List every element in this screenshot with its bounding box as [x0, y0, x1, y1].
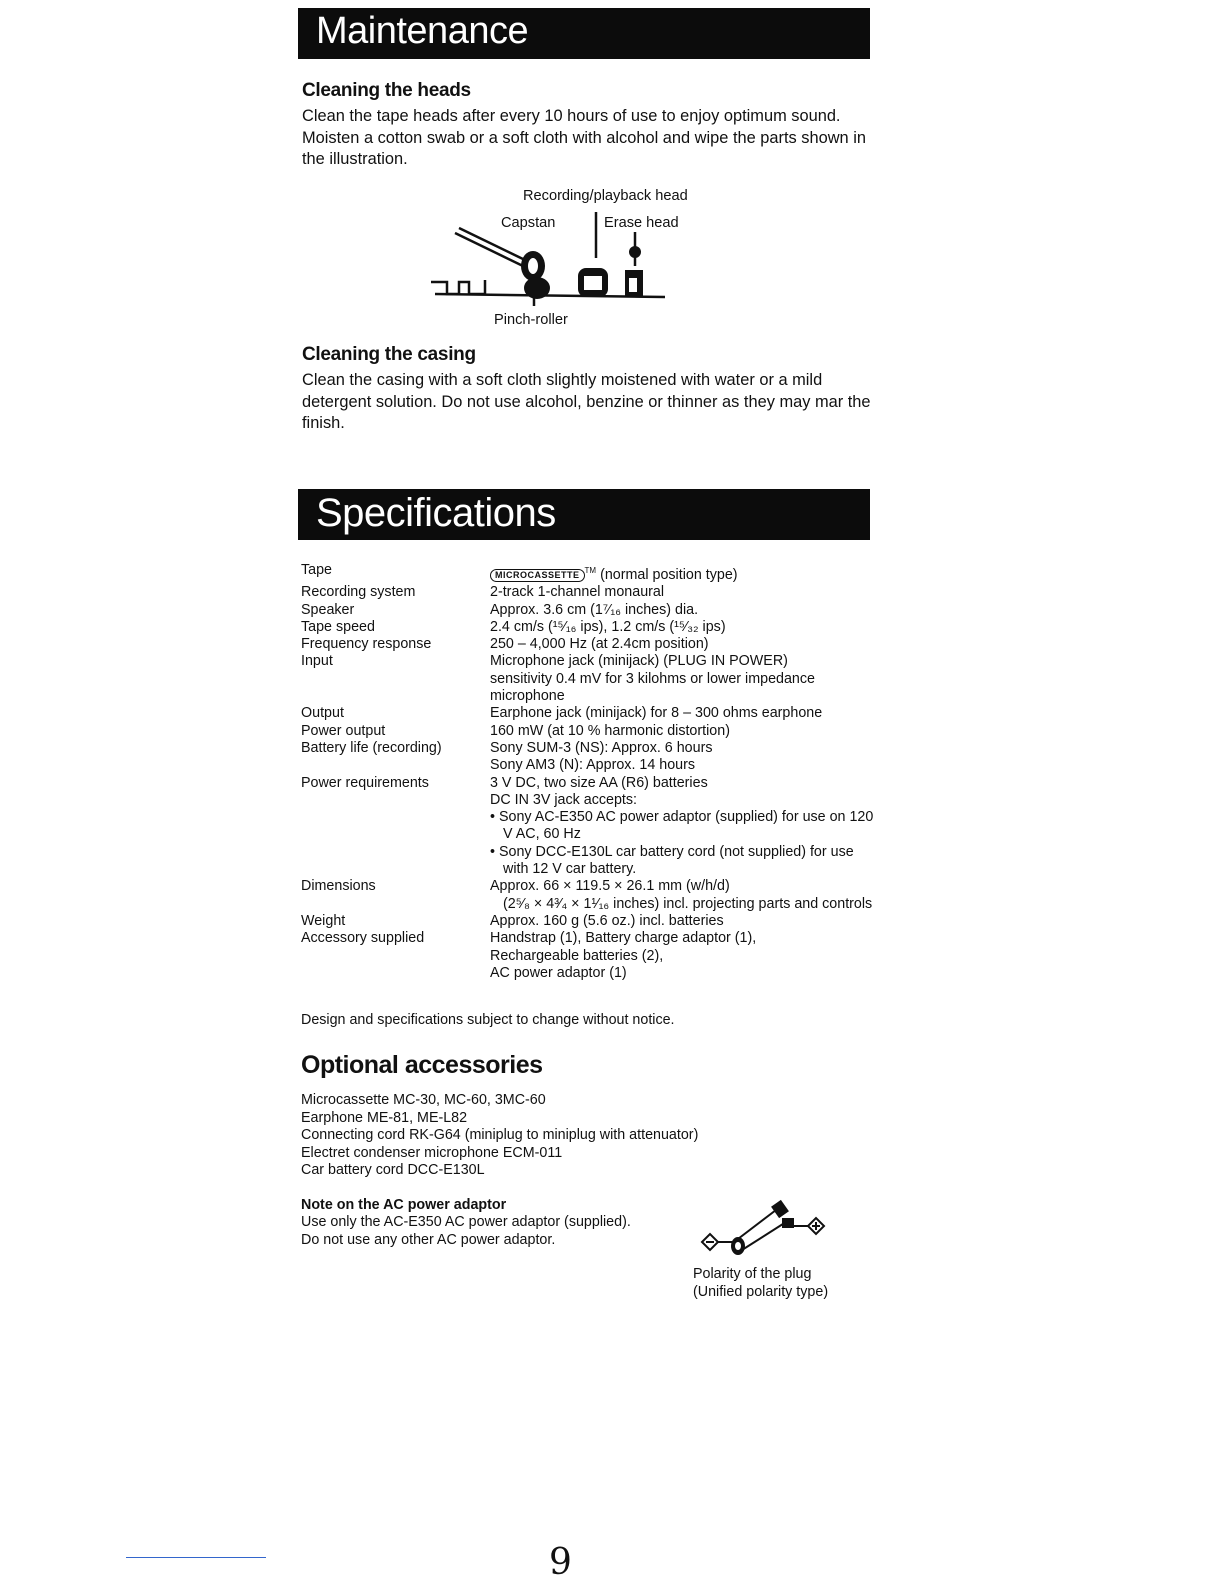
spec-value: Handstrap (1), Battery charge adaptor (1), Rechargeable batteries (2), AC power adaptor (1)	[490, 930, 757, 981]
label-rec-head: Recording/playback head	[523, 188, 688, 204]
spec-value: Earphone jack (minijack) for 8 – 300 ohms earphone	[490, 705, 823, 722]
spec-row-tape-speed	[301, 619, 876, 636]
footer-rule	[126, 1557, 266, 1558]
list-item: Connecting cord RK-G64 (miniplug to miniplug with attenuator)	[301, 1127, 699, 1143]
spec-label: Power output	[301, 722, 386, 739]
spec-value: Approx. 160 g (5.6 oz.) incl. batteries	[490, 912, 724, 929]
spec-label: Accessory supplied	[301, 930, 425, 947]
spec-label: Output	[301, 705, 344, 722]
bullet-item: • Sony DCC-E130L car battery cord (not supplied) for use with 12 V car battery.	[490, 844, 876, 879]
list-item: Microcassette MC-30, MC-60, 3MC-60	[301, 1092, 546, 1108]
spec-label: Speaker	[301, 601, 355, 618]
tape-head-illustration	[425, 208, 675, 308]
label-erase-head: Erase head	[604, 215, 679, 231]
cleaning-casing-text: Clean the casing with a soft cloth slightly moistened with water or a mild detergent solution. Do not use alcohol, benzine or thinner as they may mar the finish.	[302, 371, 871, 433]
label-capstan: Capstan	[501, 215, 556, 231]
spec-label: Dimensions	[301, 878, 376, 895]
spec-value: Approx. 3.6 cm (1⁷⁄₁₆ inches) dia.	[490, 601, 699, 618]
polarity-caption: Polarity of the plug (Unified polarity type)	[693, 1266, 829, 1300]
microcassette-logo: MICROCASSETTE	[490, 569, 585, 582]
specifications-banner	[298, 489, 870, 540]
spec-value: 160 mW (at 10 % harmonic distortion)	[490, 722, 730, 739]
spec-row-tape	[301, 562, 876, 584]
maintenance-banner	[298, 8, 870, 59]
cleaning-casing-heading: Cleaning the casing	[302, 344, 476, 365]
spec-value: Sony SUM-3 (NS): Approx. 6 hours Sony AM3 (N): Approx. 14 hours	[490, 739, 713, 774]
spec-value: 2.4 cm/s (¹⁵⁄₁₆ ips), 1.2 cm/s (¹⁵⁄₃₂ ips)	[490, 618, 726, 635]
spec-notice: Design and specifications subject to change without notice.	[301, 1012, 675, 1028]
list-item: Electret condenser microphone ECM-011	[301, 1144, 563, 1161]
spec-label: Frequency response	[301, 636, 432, 653]
list-item: Earphone ME-81, ME-L82	[301, 1109, 468, 1126]
trademark-symbol: TM	[584, 566, 597, 575]
optional-accessories-title: Optional accessories	[301, 1051, 543, 1079]
page-number: 9	[549, 1542, 572, 1583]
spec-value: Approx. 66 × 119.5 × 26.1 mm (w/h/d) (2⁵⁄₈ × 4³⁄₄ × 1¹⁄₁₆ inches) incl. projecting parts and controls	[490, 878, 873, 912]
spec-label: Tape	[301, 562, 333, 578]
cleaning-heads-text: Clean the tape heads after every 10 hours of use to enjoy optimum sound. Moisten a cotton swab or a soft cloth with alcohol and wipe the parts shown in the illustration.	[302, 107, 866, 169]
label-pinch-roller: Pinch-roller	[494, 312, 568, 328]
spec-row-output	[301, 705, 876, 722]
spec-label: Battery life (recording)	[301, 739, 442, 756]
note-text: Use only the AC-E350 AC power adaptor (supplied). Do not use any other AC power adaptor.	[301, 1214, 631, 1248]
list-item: Car battery cord DCC-E130L	[301, 1162, 485, 1178]
spec-value: MICROCASSETTE ™ (normal position type)	[490, 562, 876, 584]
spec-row-speaker	[301, 602, 876, 619]
spec-value: 250 – 4,000 Hz (at 2.4cm position)	[490, 636, 709, 653]
spec-value: 3 V DC, two size AA (R6) batteries DC IN 3V jack accepts: • Sony AC-E350 AC power adaptor (supplied) for use on 120 V AC, 60 Hz • Sony DCC-E130L car battery cord (not supplied) for use with 12 V car battery.	[490, 775, 876, 879]
spec-value: Microphone jack (minijack) (PLUG IN POWER) sensitivity 0.4 mV for 3 kilohms or lower impedance microphone	[490, 653, 815, 705]
spec-row-power-requirements	[301, 775, 876, 879]
spec-label: Weight	[301, 912, 346, 929]
maintenance-title: Maintenance	[316, 10, 529, 52]
note-title: Note on the AC power adaptor	[301, 1197, 507, 1213]
accessories-list	[301, 1092, 698, 1180]
spec-label: Power requirements	[301, 774, 429, 791]
spec-row-frequency-response	[301, 636, 876, 653]
bullet-item: • Sony AC-E350 AC power adaptor (supplied) for use on 120 V AC, 60 Hz	[490, 809, 876, 844]
spec-value: 2-track 1-channel monaural	[490, 584, 665, 601]
spec-row-weight	[301, 913, 876, 930]
spec-row-power-output	[301, 723, 876, 740]
spec-row-dimensions	[301, 878, 876, 913]
cleaning-heads-heading: Cleaning the heads	[302, 80, 471, 101]
spec-row-accessory-supplied	[301, 930, 876, 982]
spec-label: Recording system	[301, 584, 416, 601]
spec-row-input	[301, 653, 876, 705]
spec-label: Tape speed	[301, 618, 375, 635]
spec-label: Input	[301, 653, 333, 670]
plug-polarity-icon	[698, 1196, 833, 1260]
spec-row-recording-system	[301, 584, 876, 601]
specifications-table	[301, 562, 876, 982]
spec-row-battery-life	[301, 740, 876, 775]
specifications-title: Specifications	[316, 491, 556, 535]
